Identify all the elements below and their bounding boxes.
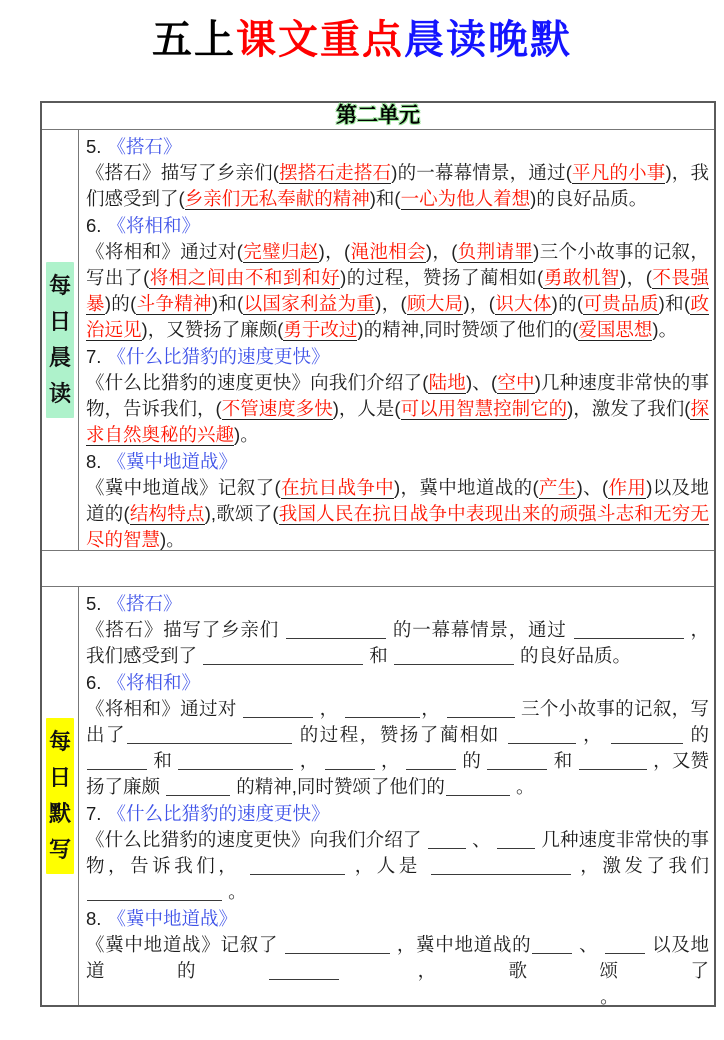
- lesson-title-line: [86, 343, 709, 370]
- paren-close: ): [160, 529, 167, 550]
- paren-open: (: [143, 267, 150, 288]
- fill-in-blank: [497, 831, 535, 849]
- key-phrase-text: 将相之间由不和到和好: [149, 267, 341, 288]
- lesson-title-line: [86, 669, 709, 696]
- key-phrase: [143, 267, 346, 289]
- body-text: ，: [469, 293, 489, 314]
- body-text: 。: [510, 776, 535, 797]
- paren-open: (: [344, 241, 351, 262]
- paren-open: (: [394, 398, 401, 419]
- key-phrase: [577, 293, 665, 315]
- paren-open: (: [237, 293, 244, 314]
- paren-open: (: [274, 477, 281, 498]
- paren-close: ): [567, 398, 574, 419]
- paren-close: ): [104, 293, 111, 314]
- body-text: 的: [457, 750, 487, 771]
- key-phrase: [572, 319, 658, 341]
- body-text: ，又赞扬了廉颇: [86, 750, 710, 797]
- key-phrase: [401, 293, 470, 315]
- paren-open: (: [532, 477, 539, 498]
- body-text: ，歌颂了: [339, 960, 709, 981]
- lesson-name: 《什么比猎豹的速度更快》: [107, 803, 330, 824]
- paren-close: ): [652, 319, 659, 340]
- lesson-item: [86, 133, 709, 212]
- key-phrase: [274, 477, 400, 499]
- lesson-name: 《将相和》: [107, 215, 200, 236]
- key-phrase: [566, 162, 672, 184]
- body-text: ，激发了我们: [573, 398, 685, 419]
- key-phrase: [394, 188, 536, 210]
- key-phrase-text: 可以用智慧控制它的: [400, 398, 568, 419]
- paren-open: (: [272, 503, 279, 524]
- key-phrase: [179, 188, 376, 210]
- body-text: ，激发了我们: [571, 855, 710, 876]
- page-title: [0, 16, 724, 64]
- morning-reading-label-column: [42, 130, 79, 550]
- paren-close: ): [357, 319, 364, 340]
- body-text: 和: [217, 293, 238, 314]
- body-text: ，: [314, 698, 344, 719]
- key-phrase-text: 勇敢机智: [543, 267, 620, 288]
- key-phrase: [123, 503, 210, 525]
- body-text: 。: [166, 529, 185, 550]
- fill-in-blank: [325, 752, 375, 770]
- key-phrase: [394, 398, 573, 420]
- lesson-item: [86, 905, 709, 1005]
- paren-open: (: [602, 477, 609, 498]
- lesson-item: [86, 212, 709, 343]
- key-phrase: [273, 162, 398, 184]
- paren-close: ): [465, 372, 473, 393]
- lesson-name: 《搭石》: [107, 593, 182, 614]
- body-text: 的过程，赞扬了蔺相如: [293, 724, 507, 745]
- paren-close: ): [204, 503, 211, 524]
- fill-in-blank: [446, 778, 510, 796]
- key-phrase: [489, 293, 558, 315]
- page-title-part-0: 五上: [152, 18, 236, 62]
- fill-in-blank: [579, 752, 647, 770]
- body-text: 、: [472, 372, 491, 393]
- paren-open: (: [572, 319, 579, 340]
- dictation-label-char-0: 每: [48, 729, 71, 754]
- fill-in-blank: [406, 752, 456, 770]
- paren-close: ): [665, 162, 672, 183]
- body-text: ，: [375, 750, 406, 771]
- body-text: 三个小故事的记叙，写出了: [86, 698, 710, 745]
- body-text: 《搭石》描写了乡亲们: [86, 162, 273, 183]
- paren-close: ): [391, 162, 398, 183]
- lesson-item: [86, 343, 709, 448]
- paren-open: (: [178, 188, 185, 209]
- key-phrase-text: 陆地: [428, 372, 466, 393]
- key-phrase: [277, 319, 363, 341]
- key-phrase: [130, 293, 218, 315]
- paren-open: (: [236, 241, 243, 262]
- paren-close: ): [234, 424, 241, 445]
- lesson-item: [86, 448, 709, 550]
- paren-open: (: [130, 293, 137, 314]
- dictation-label-char-2: 默: [48, 801, 71, 826]
- key-phrase: [532, 477, 582, 499]
- lesson-name: 《搭石》: [107, 136, 182, 157]
- lesson-item: [86, 590, 709, 669]
- morning-reading-label-char-0: 每: [48, 273, 71, 298]
- lesson-number: 8.: [86, 908, 102, 929]
- paren-open: (: [490, 372, 498, 393]
- lesson-title-line: [86, 590, 709, 617]
- fill-in-blank: [243, 700, 313, 718]
- fill-in-blank: [87, 988, 517, 1005]
- body-text: 的一幕幕情景，通过: [386, 619, 573, 640]
- key-phrase: [537, 267, 626, 289]
- lesson-text: [86, 160, 709, 212]
- key-phrase-text: 不管速度多快: [221, 398, 333, 419]
- body-text: 、: [466, 829, 497, 850]
- body-text: ，人是: [346, 855, 430, 876]
- body-text: 《搭石》描写了乡亲们: [86, 619, 285, 640]
- body-text: 的: [557, 293, 577, 314]
- spacer-row: [42, 550, 714, 587]
- paren-close: ): [530, 188, 537, 209]
- key-phrase: [344, 241, 432, 263]
- body-text: 。: [658, 319, 678, 340]
- morning-reading-label-char-3: 读: [48, 381, 71, 406]
- body-text: 、: [573, 934, 605, 955]
- body-text: ，冀中地道战的: [390, 934, 532, 955]
- fill-in-blank: [178, 752, 293, 770]
- fill-in-blank: [428, 831, 466, 849]
- fill-in-blank: [394, 647, 514, 665]
- lesson-text: [86, 370, 709, 448]
- body-text: 以及地道的: [86, 477, 709, 524]
- lesson-text: [86, 696, 709, 800]
- key-phrase-text: 作用: [608, 477, 647, 498]
- worksheet-table: [40, 101, 716, 1007]
- fill-in-blank: [269, 962, 339, 980]
- key-phrase-text: 勇于改过: [283, 319, 358, 340]
- lesson-name: 《将相和》: [107, 672, 200, 693]
- fill-in-blank: [87, 883, 222, 901]
- body-text: 和: [148, 750, 178, 771]
- lesson-text: [86, 239, 709, 343]
- paren-close: ): [332, 398, 339, 419]
- paren-close: ): [619, 267, 627, 288]
- page-title-part-1: 课文重点: [236, 18, 404, 62]
- fill-in-blank: [574, 621, 684, 639]
- body-text: 和: [548, 750, 578, 771]
- paren-close: ): [646, 477, 653, 498]
- body-text: 的良好品质。: [536, 188, 648, 209]
- body-text: 的良好品质。: [514, 645, 632, 666]
- fill-in-blank: [487, 752, 547, 770]
- key-phrase-text: 产生: [538, 477, 577, 498]
- paren-close: ): [425, 241, 433, 262]
- paren-close: ): [551, 293, 558, 314]
- body-text: ，我们感受到了: [86, 619, 709, 666]
- paren-open: (: [422, 372, 429, 393]
- paren-close: ): [463, 293, 470, 314]
- body-text: 《什么比猎豹的速度更快》向我们介绍了: [86, 372, 423, 393]
- body-text: 。: [223, 881, 247, 902]
- body-text: 《冀中地道战》记叙了: [86, 934, 284, 955]
- key-phrase-text: 爱国思想: [578, 319, 653, 340]
- key-phrase: [216, 398, 339, 420]
- body-text: ，人是: [338, 398, 395, 419]
- body-text: 《什么比猎豹的速度更快》向我们介绍了: [86, 829, 427, 850]
- fill-in-blank: [611, 726, 683, 744]
- dictation-label-char-1: 日: [48, 765, 71, 790]
- fill-in-blank: [447, 700, 515, 718]
- lesson-number: 7.: [86, 803, 102, 824]
- lesson-title-line: [86, 800, 709, 827]
- key-phrase: [422, 372, 472, 394]
- lesson-number: 5.: [86, 136, 102, 157]
- lesson-number: 6.: [86, 672, 102, 693]
- lesson-text: [86, 932, 709, 1005]
- key-phrase-text: 政治远见: [86, 293, 709, 340]
- key-phrase: [491, 372, 541, 394]
- body-text: ，: [420, 698, 446, 719]
- page-title-part-2: 晨读晚默: [404, 18, 572, 62]
- paren-close: ): [394, 477, 401, 498]
- key-phrase-text: 平凡的小事: [571, 162, 666, 183]
- paren-open: (: [537, 267, 544, 288]
- body-text: ，: [294, 750, 324, 771]
- paren-open: (: [683, 293, 691, 314]
- morning-reading-row: [42, 130, 714, 550]
- fill-in-blank: [286, 621, 386, 639]
- key-phrase-text: 在抗日战争中: [280, 477, 395, 498]
- paren-open: (: [215, 398, 222, 419]
- lesson-text: [86, 475, 709, 550]
- paren-close: ): [576, 477, 583, 498]
- key-phrase-text: 一心为他人着想: [400, 188, 531, 209]
- paren-close: ): [211, 293, 218, 314]
- lesson-name: 《冀中地道战》: [107, 908, 237, 929]
- body-text: ，: [576, 724, 610, 745]
- unit-header: 第二单元: [42, 103, 714, 130]
- body-text: 和: [364, 645, 393, 666]
- paren-close: ): [340, 267, 347, 288]
- paren-close: ): [141, 319, 148, 340]
- fill-in-blank: [203, 647, 363, 665]
- paren-close: ): [369, 188, 376, 209]
- paren-open: (: [684, 398, 691, 419]
- body-text: 的一幕幕情景，通过: [397, 162, 566, 183]
- body-text: 。: [595, 986, 619, 1005]
- lesson-item: [86, 669, 709, 800]
- lesson-name: 《什么比猎豹的速度更快》: [107, 346, 330, 367]
- fill-in-blank: [605, 936, 645, 954]
- lesson-title-line: [86, 905, 709, 932]
- key-phrase: [451, 241, 539, 263]
- fill-in-blank: [285, 936, 390, 954]
- body-text: 。: [240, 424, 259, 445]
- body-text: 和: [375, 188, 395, 209]
- body-text: 以及地道的: [86, 934, 710, 981]
- body-text: 的: [110, 293, 131, 314]
- body-text: 的: [683, 724, 709, 745]
- body-text: ，: [432, 241, 452, 262]
- paren-open: (: [123, 503, 130, 524]
- paren-open: (: [272, 162, 279, 183]
- fill-in-blank: [532, 936, 572, 954]
- paren-open: (: [645, 267, 652, 288]
- key-phrase: [237, 241, 325, 263]
- key-phrase: [602, 477, 652, 499]
- body-text: 和: [664, 293, 684, 314]
- dictation-label-column: [42, 587, 79, 1005]
- fill-in-blank: [127, 726, 292, 744]
- key-phrase-text: 可贵品质: [583, 293, 659, 314]
- paren-open: (: [277, 319, 284, 340]
- key-phrase-text: 不畏强暴: [86, 267, 709, 314]
- body-text: ,歌颂了: [210, 503, 273, 524]
- paren-open: (: [576, 293, 584, 314]
- body-text: 《将相和》通过对: [86, 698, 243, 719]
- body-text: 三个小故事的记叙，写出了: [86, 241, 709, 288]
- body-text: ，: [381, 293, 401, 314]
- body-text: 《冀中地道战》记叙了: [86, 477, 275, 498]
- key-phrase-text: 乡亲们无私奉献的精神: [184, 188, 370, 209]
- dictation-content: [79, 587, 714, 1005]
- paren-close: ): [658, 293, 665, 314]
- body-text: ，: [626, 267, 646, 288]
- key-phrase-text: 以国家利益为重: [243, 293, 376, 314]
- key-phrase-text: 探求自然奥秘的兴趣: [86, 398, 709, 445]
- paren-open: (: [451, 241, 458, 262]
- key-phrase-text: 识大体: [494, 293, 552, 314]
- lesson-text: [86, 827, 709, 905]
- body-text: 几种速度非常快的事物，告诉我们，: [86, 372, 709, 419]
- paren-close: ): [534, 372, 541, 393]
- body-text: 、: [582, 477, 602, 498]
- morning-reading-content: [79, 130, 714, 550]
- paren-open: (: [394, 188, 401, 209]
- dictation-label: [46, 718, 74, 874]
- paren-open: (: [400, 293, 407, 314]
- dictation-row: [42, 587, 714, 1005]
- lesson-number: 7.: [86, 346, 102, 367]
- lesson-number: 5.: [86, 593, 102, 614]
- lesson-title-line: [86, 133, 709, 160]
- morning-reading-label-char-2: 晨: [48, 345, 71, 370]
- lesson-name: 《冀中地道战》: [107, 451, 237, 472]
- fill-in-blank: [508, 726, 576, 744]
- key-phrase-text: 负荆请罪: [457, 241, 534, 262]
- paren-open: (: [488, 293, 495, 314]
- fill-in-blank: [431, 857, 571, 875]
- key-phrase-text: 顾大局: [406, 293, 464, 314]
- fill-in-blank: [87, 752, 147, 770]
- morning-reading-label: [46, 262, 74, 418]
- body-text: ，我们感受到了: [86, 162, 709, 209]
- key-phrase-text: 完璧归赵: [242, 241, 319, 262]
- lesson-number: 6.: [86, 215, 102, 236]
- body-text: ，: [324, 241, 344, 262]
- lesson-title-line: [86, 448, 709, 475]
- paren-close: ): [375, 293, 382, 314]
- dictation-label-char-3: 写: [48, 837, 71, 862]
- key-phrase-text: 摆搭石走搭石: [278, 162, 392, 183]
- fill-in-blank: [345, 700, 420, 718]
- body-text: 《将相和》通过对: [86, 241, 237, 262]
- paren-close: ): [318, 241, 325, 262]
- lesson-text: [86, 617, 709, 669]
- fill-in-blank: [250, 857, 345, 875]
- key-phrase-text: 我国人民在抗日战争中表现出来的顽强斗志和无穷无尽的智慧: [86, 503, 709, 550]
- body-text: 的过程，赞扬了蔺相如: [346, 267, 538, 288]
- body-text: 几种速度非常快的事物，告诉我们，: [86, 829, 709, 876]
- key-phrase: [237, 293, 381, 315]
- paren-open: (: [565, 162, 572, 183]
- lesson-title-line: [86, 212, 709, 239]
- lesson-item: [86, 800, 709, 905]
- body-text: ，冀中地道战的: [400, 477, 533, 498]
- fill-in-blank: [166, 778, 230, 796]
- key-phrase-text: 斗争精神: [136, 293, 212, 314]
- body-text: ，又赞扬了廉颇: [147, 319, 278, 340]
- body-text: 的精神,同时赞颂了他们的: [231, 776, 445, 797]
- fill-in-blank: [519, 988, 594, 1005]
- key-phrase-text: 渑池相会: [350, 241, 426, 262]
- paren-close: ): [533, 241, 540, 262]
- morning-reading-label-char-1: 日: [48, 309, 71, 334]
- body-text: 的精神,同时赞颂了他们的: [363, 319, 573, 340]
- lesson-number: 8.: [86, 451, 102, 472]
- key-phrase-text: 结构特点: [129, 503, 205, 524]
- key-phrase-text: 空中: [497, 372, 535, 393]
